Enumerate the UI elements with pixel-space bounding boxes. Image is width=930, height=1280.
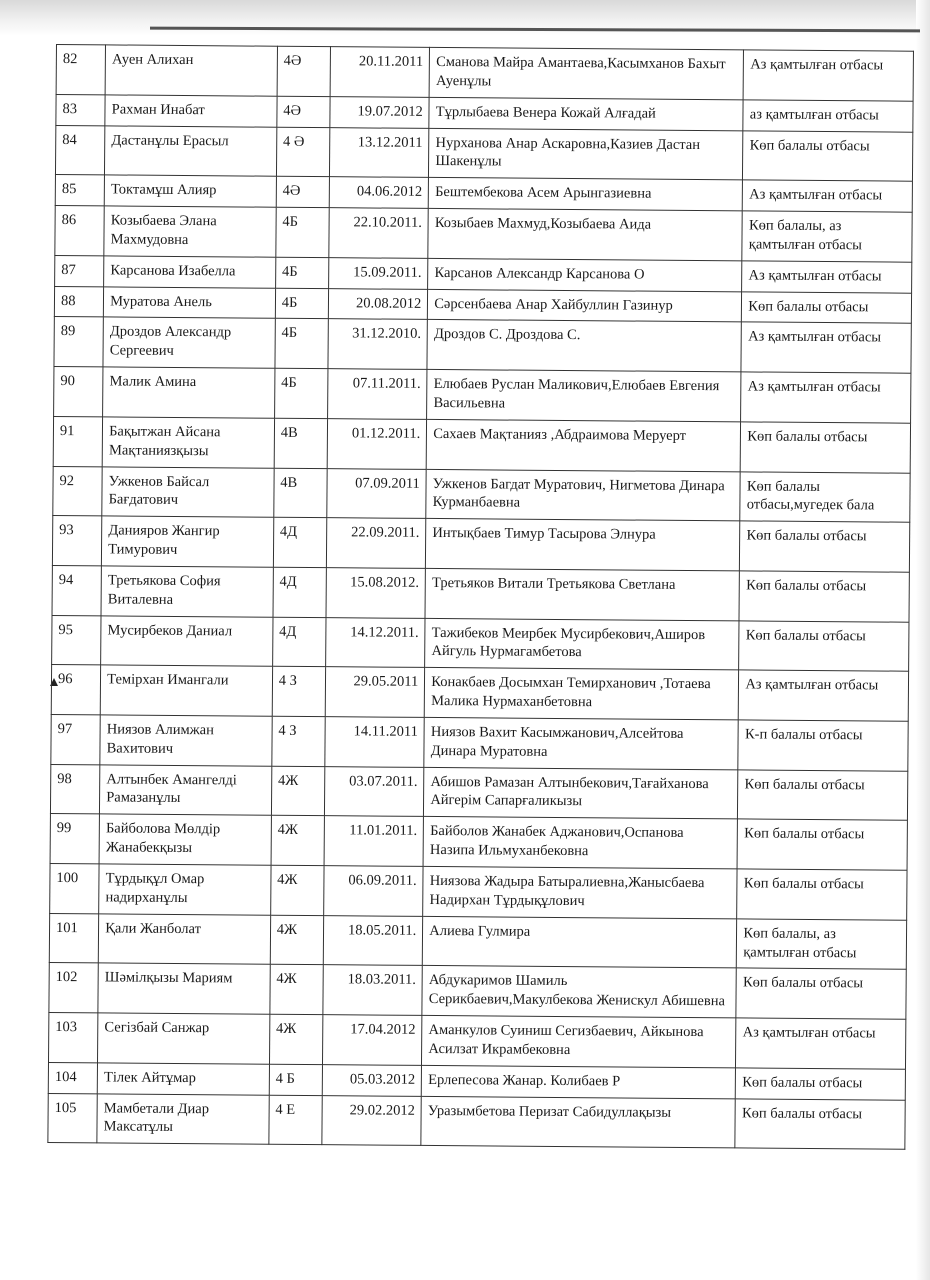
birth-date: 11.01.2011.	[324, 816, 424, 866]
family-status: Аз қамтылған отбасы	[742, 261, 912, 293]
birth-date: 13.12.2011	[329, 127, 429, 177]
class-label: 4Б	[275, 319, 329, 369]
family-status: Көп балалы отбасы	[737, 869, 907, 920]
birth-date: 31.12.2010.	[328, 319, 428, 369]
parents-names: Абдукаримов Шамиль Серикбаевич,Макулбекова Женискул Абишевна	[422, 966, 736, 1018]
class-label: 4 Е	[269, 1095, 323, 1145]
family-status: Көп балалы отбасы	[739, 571, 909, 622]
student-name: Алтынбек Амангелді Рамазанұлы	[100, 764, 272, 815]
birth-date: 15.09.2011.	[329, 257, 429, 289]
table-row	[52, 615, 909, 671]
row-number: 97	[51, 714, 101, 764]
class-label: 4Б	[275, 257, 328, 288]
parents-names: Козыбаев Махмуд,Козыбаева Аида	[428, 208, 742, 260]
parents-names: Елюбаев Руслан Маликович,Елюбаев Евгения Васильевна	[427, 370, 741, 422]
parents-names: Третьяков Витали Третьякова Светлана	[425, 568, 739, 620]
family-status: Аз қамтылған отбасы	[743, 50, 913, 101]
student-name: Ужкенов Байсал Бағдатович	[102, 466, 274, 517]
parents-names: Конакбаев Досымхан Темирханович ,Тотаева Малика Нурмаханбетовна	[425, 668, 739, 720]
family-status: Көп балалы, аз қамтылған отбасы	[742, 211, 912, 262]
parents-names: Нурханова Анар Аскаровна,Казиев Дастан Шакенұлы	[429, 128, 743, 180]
row-number: 102	[49, 963, 99, 1013]
parents-names: Ниязова Жадыра Батыралиевна,Жаныcбаева Надирхан Тұрдықұлович	[423, 866, 737, 918]
parents-names: Сахаев Мақтанияз ,Абдраимова Меруерт	[426, 419, 740, 471]
student-name: Малик Амина	[103, 367, 275, 418]
birth-date: 14.12.2011.	[326, 617, 426, 667]
row-number: 88	[54, 286, 103, 317]
family-status: Көп балалы отбасы	[738, 770, 908, 821]
birth-date: 04.06.2012	[329, 177, 429, 209]
family-status: Аз қамтылған отбасы	[743, 180, 913, 212]
table-row	[48, 1093, 905, 1149]
birth-date: 01.12.2011.	[327, 418, 427, 468]
student-name: Карсанова Изабелла	[104, 256, 276, 288]
table-row	[50, 863, 907, 919]
student-roster-table	[47, 44, 914, 1150]
table-row	[54, 317, 911, 373]
family-status: Аз қамтылған отбасы	[736, 1018, 906, 1069]
row-number: 94	[52, 565, 102, 615]
class-label: 4В	[274, 418, 328, 468]
family-status: Аз қамтылған отбасы	[739, 670, 909, 721]
row-number: 99	[50, 814, 100, 864]
family-status: Көп балалы отбасы	[736, 968, 906, 1019]
table-row	[55, 206, 912, 262]
student-name: Дроздов Александр Сергеевич	[103, 317, 275, 368]
row-number: 100	[50, 863, 100, 913]
parents-names: Тажибеков Меирбек Мусирбекович,Аширов Айгуль Нурмагамбетова	[425, 618, 739, 670]
student-name: Тұрдықұл Омар надирханұлы	[99, 864, 271, 915]
birth-date: 22.09.2011.	[326, 518, 426, 568]
parents-names: Дроздов С. Дроздова С.	[427, 320, 741, 372]
birth-date: 07.09.2011	[327, 468, 427, 518]
class-label: 4 Б	[269, 1064, 322, 1095]
class-label: 4Д	[273, 567, 327, 617]
row-number: 83	[56, 94, 105, 125]
birth-date: 20.11.2011	[330, 47, 430, 97]
student-name: Тілек Айтұмар	[97, 1063, 269, 1095]
student-name: Козыбаева Элана Махмудовна	[104, 206, 276, 257]
class-label: 4Ж	[270, 965, 324, 1015]
student-name: Муратова Анель	[104, 286, 276, 318]
class-label: 4Ж	[271, 766, 325, 816]
class-label: 4Ә	[276, 176, 329, 207]
family-status: Көп балалы, аз қамтылған отбасы	[737, 919, 907, 970]
parents-names: Сманова Майра Амантаева,Касымханов Бахыт Ауенұлы	[429, 47, 743, 99]
row-number: 90	[54, 367, 104, 417]
family-status: Көп балалы отбасы	[742, 291, 912, 323]
student-name: Ниязов Алимжан Вахитович	[100, 715, 272, 766]
student-name: Шәмілқызы Мариям	[98, 963, 270, 1014]
student-name: Токтамұш Алияр	[104, 175, 276, 207]
table-row	[50, 814, 907, 870]
family-status: Көп балалы отбасы	[740, 521, 910, 572]
family-status: К-п балалы отбасы	[738, 720, 908, 771]
class-label: 4Ж	[270, 915, 324, 965]
class-label: 4Ә	[277, 46, 331, 96]
row-number: 93	[52, 516, 102, 566]
birth-date: 20.08.2012	[328, 288, 428, 320]
family-status: Көп балалы отбасы	[735, 1098, 905, 1149]
class-label: 4 Ә	[276, 127, 330, 177]
table-row	[53, 416, 910, 472]
birth-date: 17.04.2012	[322, 1015, 422, 1065]
table-row	[49, 963, 906, 1019]
class-label: 4Б	[275, 288, 328, 319]
row-number: 105	[48, 1093, 98, 1143]
student-name: Ауен Алихан	[105, 45, 277, 96]
parents-names: Байболов Жанабек Аджанович,Оспанова Назипа Ильмуханбековна	[423, 817, 737, 869]
student-name: Қали Жанболат	[98, 914, 270, 965]
family-status: аз қамтылған отбасы	[743, 100, 913, 132]
birth-date: 15.08.2012.	[326, 568, 426, 618]
student-name: Темірхан Имангали	[100, 665, 272, 716]
class-label: 4Д	[272, 617, 326, 667]
parents-names: Ужкенов Багдат Муратович, Нигметова Динара Курманбаевна	[426, 469, 740, 521]
student-name: Третьякова София Виталевна	[101, 566, 273, 617]
table-row	[51, 665, 908, 721]
student-name: Бақытжан Айсана Мақтаниязқызы	[102, 417, 274, 468]
parents-names: Тұрлыбаева Венера Кожай Алғадай	[429, 97, 743, 130]
class-label: 4Б	[274, 368, 328, 418]
student-name: Байболова Мөлдір Жанабекқызы	[99, 814, 271, 865]
family-status: Көп балалы отбасы	[743, 130, 913, 181]
family-status: Көп балалы отбасы	[741, 422, 911, 473]
row-number: 85	[55, 175, 104, 206]
class-label: 4 З	[272, 716, 326, 766]
table-row	[49, 913, 906, 969]
parents-names: Абишов Рамазан Алтынбекович,Тағайханова Айгерім Сапарғаликызы	[424, 767, 738, 819]
parents-names: Уразымбетова Перизат Сабидуллақызы	[421, 1096, 735, 1148]
table-row	[53, 466, 910, 522]
student-name: Сегізбай Санжар	[98, 1013, 270, 1064]
row-number: 101	[49, 913, 99, 963]
table-row	[52, 565, 909, 621]
family-status: Көп балалы отбасы	[737, 819, 907, 870]
parents-names: Бештембекова Асем Арынгазиевна	[429, 178, 743, 211]
parents-names: Ниязов Вахит Касымжанович,Алсейтова Динара Муратовна	[424, 717, 738, 769]
class-label: 4 З	[272, 666, 326, 716]
row-number: 89	[54, 317, 104, 367]
family-status: Көп балалы отбасы	[736, 1068, 906, 1100]
parents-names: Карсанов Александр Карсанова О	[428, 258, 742, 291]
birth-date: 22.10.2011.	[329, 208, 429, 258]
student-name: Данияров Жангир Тимурович	[102, 516, 274, 567]
class-label: 4Б	[276, 207, 330, 257]
birth-date: 18.05.2011.	[323, 915, 423, 965]
row-number: 104	[48, 1062, 97, 1093]
parents-names: Аманкулов Суиниш Сегизбаевич, Айкынова Асилзат Икрамбековна	[422, 1015, 736, 1067]
row-number: 86	[55, 206, 105, 256]
row-number: 91	[53, 416, 103, 466]
row-number: 98	[50, 764, 100, 814]
table-row	[50, 764, 907, 820]
birth-date: 06.09.2011.	[324, 866, 424, 916]
class-label: 4В	[274, 468, 328, 518]
parents-names: Ерлепесова Жанар. Колибаев Р	[422, 1065, 736, 1098]
birth-date: 07.11.2011.	[328, 369, 428, 419]
row-number: 95	[52, 615, 102, 665]
family-status: Аз қамтылған отбасы	[741, 372, 911, 423]
table-row	[56, 45, 913, 101]
table-row	[55, 125, 912, 181]
parents-names: Интықбаев Тимур Тасырова Элнура	[426, 519, 740, 571]
class-label: 4Ә	[277, 96, 330, 127]
row-number: 82	[56, 45, 106, 95]
row-number: 96	[51, 665, 101, 715]
birth-date: 29.05.2011	[325, 667, 425, 717]
row-number: 103	[49, 1013, 99, 1063]
birth-date: 14.11.2011	[325, 717, 425, 767]
birth-date: 19.07.2012	[330, 96, 430, 128]
class-label: 4Д	[273, 517, 327, 567]
row-number: 92	[53, 466, 103, 516]
table-row	[51, 714, 908, 770]
parents-names: Сәрсенбаева Анар Хайбуллин Газинур	[428, 289, 742, 322]
document-sheet	[47, 44, 922, 1231]
student-name: Дастанұлы Ерасыл	[105, 125, 277, 176]
class-label: 4Ж	[271, 816, 325, 866]
birth-date: 18.03.2011.	[323, 965, 423, 1015]
row-number: 87	[55, 255, 104, 286]
student-name: Мамбетали Диар Максатұлы	[97, 1093, 269, 1144]
family-status: Көп балалы отбасы,мугедек бала	[740, 471, 910, 522]
roster-body	[48, 45, 914, 1150]
birth-date: 03.07.2011.	[324, 766, 424, 816]
student-name: Рахман Инабат	[105, 95, 277, 127]
class-label: 4Ж	[269, 1014, 323, 1064]
birth-date: 29.02.2012	[322, 1095, 422, 1145]
student-name: Мусирбеков Даниал	[101, 615, 273, 666]
row-number: 84	[55, 125, 105, 175]
table-row	[52, 516, 909, 572]
table-row	[54, 367, 911, 423]
table-row	[49, 1013, 906, 1069]
birth-date: 05.03.2012	[322, 1064, 422, 1096]
family-status: Аз қамтылған отбасы	[741, 322, 911, 373]
family-status: Көп балалы отбасы	[739, 620, 909, 671]
parents-names: Алиева Гулмира	[423, 916, 737, 968]
class-label: 4Ж	[270, 865, 324, 915]
